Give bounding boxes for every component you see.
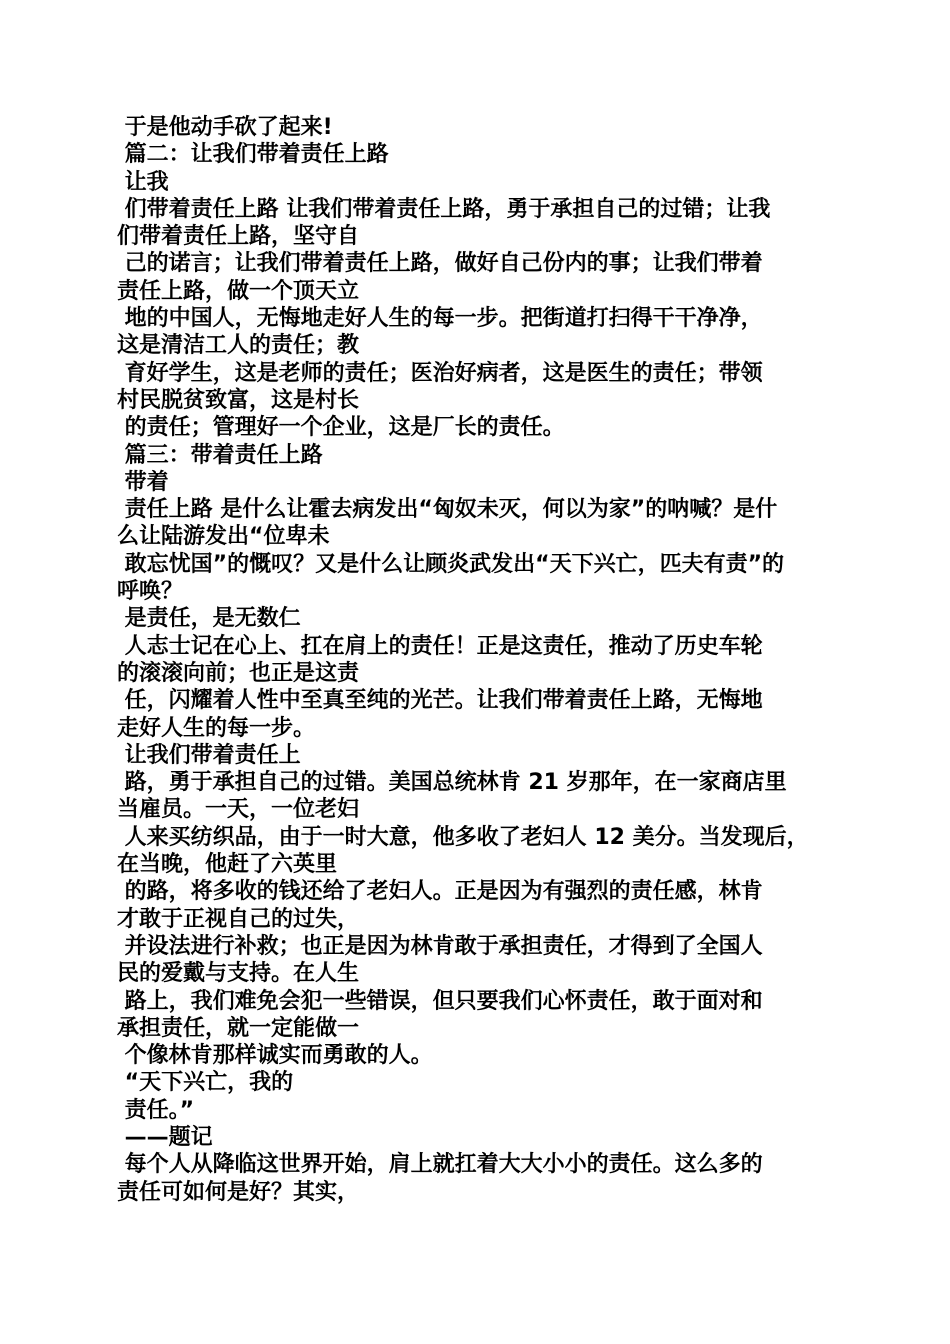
text-line: 个像林肯那样诚实而勇敢的人。 [117, 1043, 433, 1069]
text-line: 么让陆游发出“位卑未 [117, 524, 330, 550]
article-body [117, 114, 857, 1206]
text-line: 路，勇于承担自己的过错。美国总统林肯 21 岁那年，在一家商店里 [117, 770, 787, 796]
text-line: 让我 [117, 169, 169, 195]
text-line: 敢忘忧国”的慨叹？又是什么让顾炎武发出“天下兴亡，匹夫有责”的 [117, 551, 785, 577]
text-line: 责任上路 是什么让霍去病发出“匈奴未灭，何以为家”的呐喊？是什 [117, 497, 778, 523]
text-line: 民的爱戴与支持。在人生 [117, 961, 360, 987]
text-line: 责任上路，做一个顶天立 [117, 278, 360, 304]
text-line: 承担责任，就一定能做一 [117, 1015, 360, 1041]
text-line: 的滚滚向前；也正是这责 [117, 660, 360, 686]
text-line: 呼唤？ [117, 579, 184, 605]
text-line: 走好人生的每一步。 [117, 715, 316, 741]
section-heading: 篇二：让我们带着责任上路 [117, 142, 389, 168]
text-line: 带着 [117, 469, 169, 495]
text-line: 的责任；管理好一个企业，这是厂长的责任。 [117, 415, 565, 441]
text-line: 责任可如何是好？其实， [117, 1179, 360, 1205]
text-line: 们带着责任上路 让我们带着责任上路，勇于承担自己的过错；让我 [117, 196, 771, 222]
text-line: 任，闪耀着人性中至真至纯的光芒。让我们带着责任上路，无悔地 [117, 688, 763, 714]
text-line: 地的中国人，无悔地走好人生的每一步。把街道打扫得干干净净， [117, 306, 763, 332]
text-line: 己的诺言；让我们带着责任上路，做好自己份内的事；让我们带着 [117, 251, 763, 277]
text-line: 育好学生，这是老师的责任；医治好病者，这是医生的责任；带领 [117, 360, 763, 386]
text-line: 人志士记在心上、扛在肩上的责任！正是这责任，推动了历史车轮 [117, 633, 763, 659]
quote-line: “天下兴亡，我的 [117, 1070, 294, 1096]
quote-line: 责任。” [117, 1097, 195, 1123]
text-line: 于是他动手砍了起来! [117, 115, 333, 140]
text-line: 每个人从降临这世界开始，肩上就扛着大大小小的责任。这么多的 [117, 1152, 763, 1178]
text-line: 们带着责任上路，坚守自 [117, 224, 360, 250]
text-line: 当雇员。一天，一位老妇 [117, 797, 360, 823]
text-line: 在当晚，他赶了六英里 [117, 852, 338, 878]
text-line: 并设法进行补救；也正是因为林肯敢于承担责任，才得到了全国人 [117, 933, 763, 959]
epigraph-attribution: ——题记 [117, 1124, 213, 1150]
text-line: 才敢于正视自己的过失， [117, 906, 360, 932]
section-heading: 篇三：带着责任上路 [117, 442, 323, 468]
text-line: 村民脱贫致富，这是村长 [117, 387, 360, 413]
text-line: 让我们带着责任上 [117, 742, 301, 768]
text-line: 这是清洁工人的责任；教 [117, 333, 360, 359]
text-line: 是责任，是无数仁 [117, 606, 301, 632]
text-line: 的路，将多收的钱还给了老妇人。正是因为有强烈的责任感，林肯 [117, 879, 763, 905]
text-line: 路上，我们难免会犯一些错误，但只要我们心怀责任，敢于面对和 [117, 988, 763, 1014]
text-line: 人来买纺织品，由于一时大意，他多收了老妇人 12 美分。当发现后， [117, 824, 809, 850]
